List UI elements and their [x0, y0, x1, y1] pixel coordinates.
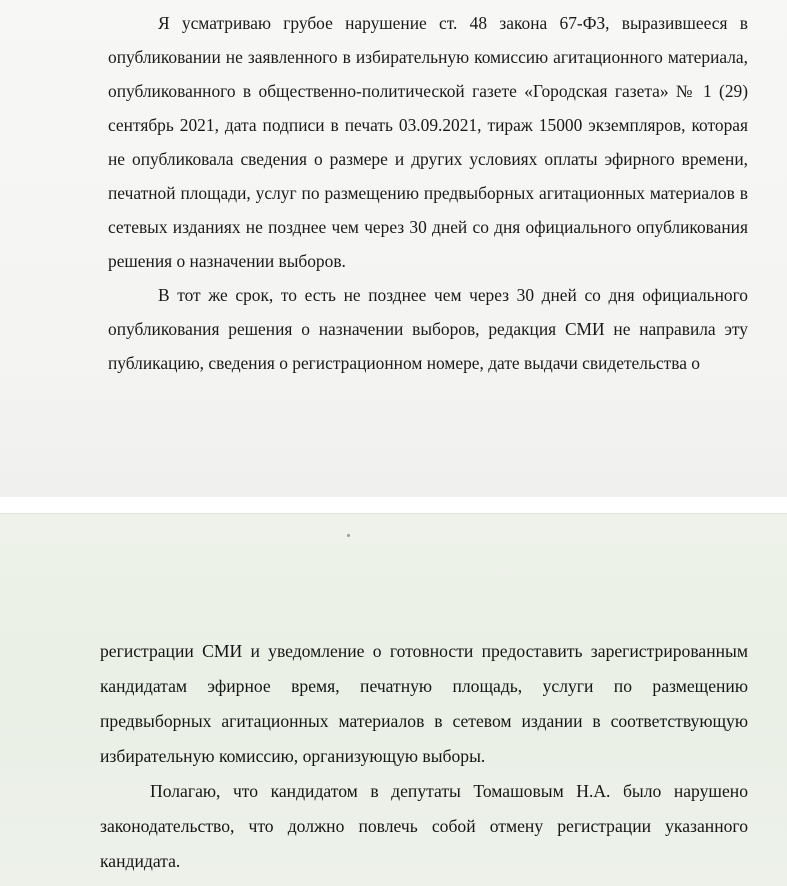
paragraph-deadline: В тот же срок, то есть не позднее чем через 30 дней со дня официального опубликования решения о назначении выборов, редакция СМИ не направила эту публикацию, сведения о регистрационном номере, дате выдачи свидетельства о	[108, 285, 748, 373]
paragraph-conclusion: Полагаю, что кандидатом в депутаты Томашовым Н.А. было нарушено законодательство, что должно повлечь собой отмену регистрации указанного кандидата.	[100, 781, 748, 871]
page-separator	[0, 497, 787, 513]
paragraph-violation: Я усматриваю грубое нарушение ст. 48 закона 67-ФЗ, выразившееся в опубликовании не заявленного в избирательную комиссию агитационного материала, опубликованного в общественно-политической газете «Городская газета» № 1 (29) сентябрь 2021, дата подписи в печать 03.09.2021, тираж 15000 экземпляров, которая не опубликовала сведения о размере и других условиях оплаты эфирного времени, печатной площади, услуг по размещению предвыборных агитационных материалов в сетевых изданиях не позднее чем через 30 дней со дня официального опубликования решения о назначении выборов.	[108, 13, 748, 271]
paper-speck	[347, 534, 350, 537]
page-top-text	[108, 6, 748, 380]
paragraph-continuation: регистрации СМИ и уведомление о готовности предоставить зарегистрированным кандидатам эфирное время, печатную площадь, услуги по размещению предвыборных агитационных материалов в сетевом издании в соответствующую избирательную комиссию, организующую выборы.	[100, 641, 748, 766]
document-page-bottom	[0, 513, 787, 886]
page-bottom-text	[100, 634, 748, 879]
